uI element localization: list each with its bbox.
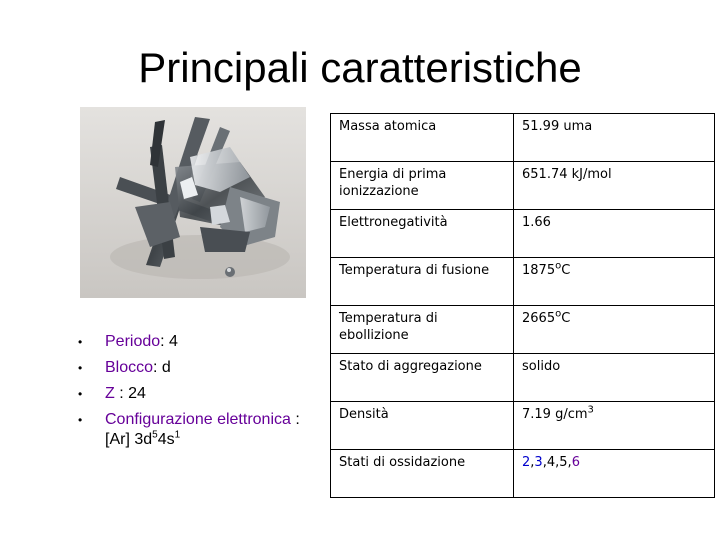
ox-sep: ,: [542, 455, 547, 470]
degree-sup: o: [555, 308, 562, 320]
bullet-value: d: [161, 359, 171, 376]
table-cell-value: [514, 402, 715, 450]
list-item: [78, 384, 318, 404]
ox-state: 5: [559, 455, 568, 470]
table-cell-key: Stato di aggregazione: [331, 354, 514, 402]
table-cell-value: solido: [514, 354, 715, 402]
table-row: [331, 402, 715, 450]
table-cell-key: Densità: [331, 402, 514, 450]
table-cell-key: Energia di prima ionizzazione: [331, 162, 514, 210]
properties-table: [330, 113, 715, 498]
electron-config-sup: 5: [152, 429, 158, 441]
degree-sup: o: [555, 260, 562, 272]
chromium-crystals-image: [80, 107, 306, 298]
table-cell-value: 51.99 uma: [514, 114, 715, 162]
value-main: 1875: [522, 263, 556, 278]
bullet-dot-icon: •: [78, 361, 83, 375]
table-cell-value: [514, 450, 715, 498]
bullet-label: Z: [105, 385, 115, 402]
list-item: [78, 410, 318, 450]
table-row: [331, 210, 715, 258]
value-main: 2665: [522, 311, 556, 326]
electron-config-mid: 4s: [157, 431, 175, 448]
table-row: [331, 162, 715, 210]
ox-sep: ,: [555, 455, 560, 470]
table-cell-key: Elettronegatività: [331, 210, 514, 258]
table-row: [331, 114, 715, 162]
ox-state: 4: [546, 455, 556, 470]
table-cell-value: 1.66: [514, 210, 715, 258]
ox-state: 6: [571, 455, 580, 470]
table-cell-value: [514, 306, 715, 354]
table-row: [331, 354, 715, 402]
bullet-dot-icon: •: [78, 413, 83, 427]
chromium-crystals-photo: [80, 107, 306, 298]
bullet-label: Blocco: [105, 359, 154, 376]
properties-bullet-list: [78, 332, 318, 456]
bullet-dot-icon: •: [78, 387, 83, 401]
electron-config-sup: 1: [174, 429, 181, 441]
table-row: [331, 450, 715, 498]
ox-state: 3: [534, 455, 543, 470]
table-cell-key: Massa atomica: [331, 114, 514, 162]
list-item: [78, 358, 318, 378]
bullet-dot-icon: •: [78, 335, 83, 349]
bullet-separator: :: [153, 359, 162, 376]
bullet-separator: :: [114, 385, 129, 402]
table-cell-key: Temperatura di fusione: [331, 258, 514, 306]
exponent-sup: 3: [587, 404, 594, 416]
bullet-value: 4: [169, 333, 178, 350]
table-cell-value: [514, 258, 715, 306]
table-row: [331, 258, 715, 306]
list-item: [78, 332, 318, 352]
table-cell-key: Temperatura di ebollizione: [331, 306, 514, 354]
slide-title: Principali caratteristiche: [138, 44, 582, 91]
ox-sep: ,: [567, 455, 572, 470]
value-unit: C: [561, 311, 571, 326]
bullet-label: Configurazione elettronica: [105, 411, 291, 428]
bullet-value: 24: [128, 385, 146, 402]
bullet-separator: :: [160, 333, 170, 350]
electron-config-main: [Ar] 3d: [105, 431, 153, 448]
table-cell-key: Stati di ossidazione: [331, 450, 514, 498]
ox-sep: ,: [530, 455, 535, 470]
value-unit: C: [561, 263, 571, 278]
table-cell-value: 651.74 kJ/mol: [514, 162, 715, 210]
bullet-label: Periodo: [105, 333, 161, 350]
table-row: [331, 306, 715, 354]
bullet-separator: :: [290, 411, 300, 428]
ox-state: 2: [522, 455, 531, 470]
value-main: 7.19 g/cm: [522, 407, 588, 422]
